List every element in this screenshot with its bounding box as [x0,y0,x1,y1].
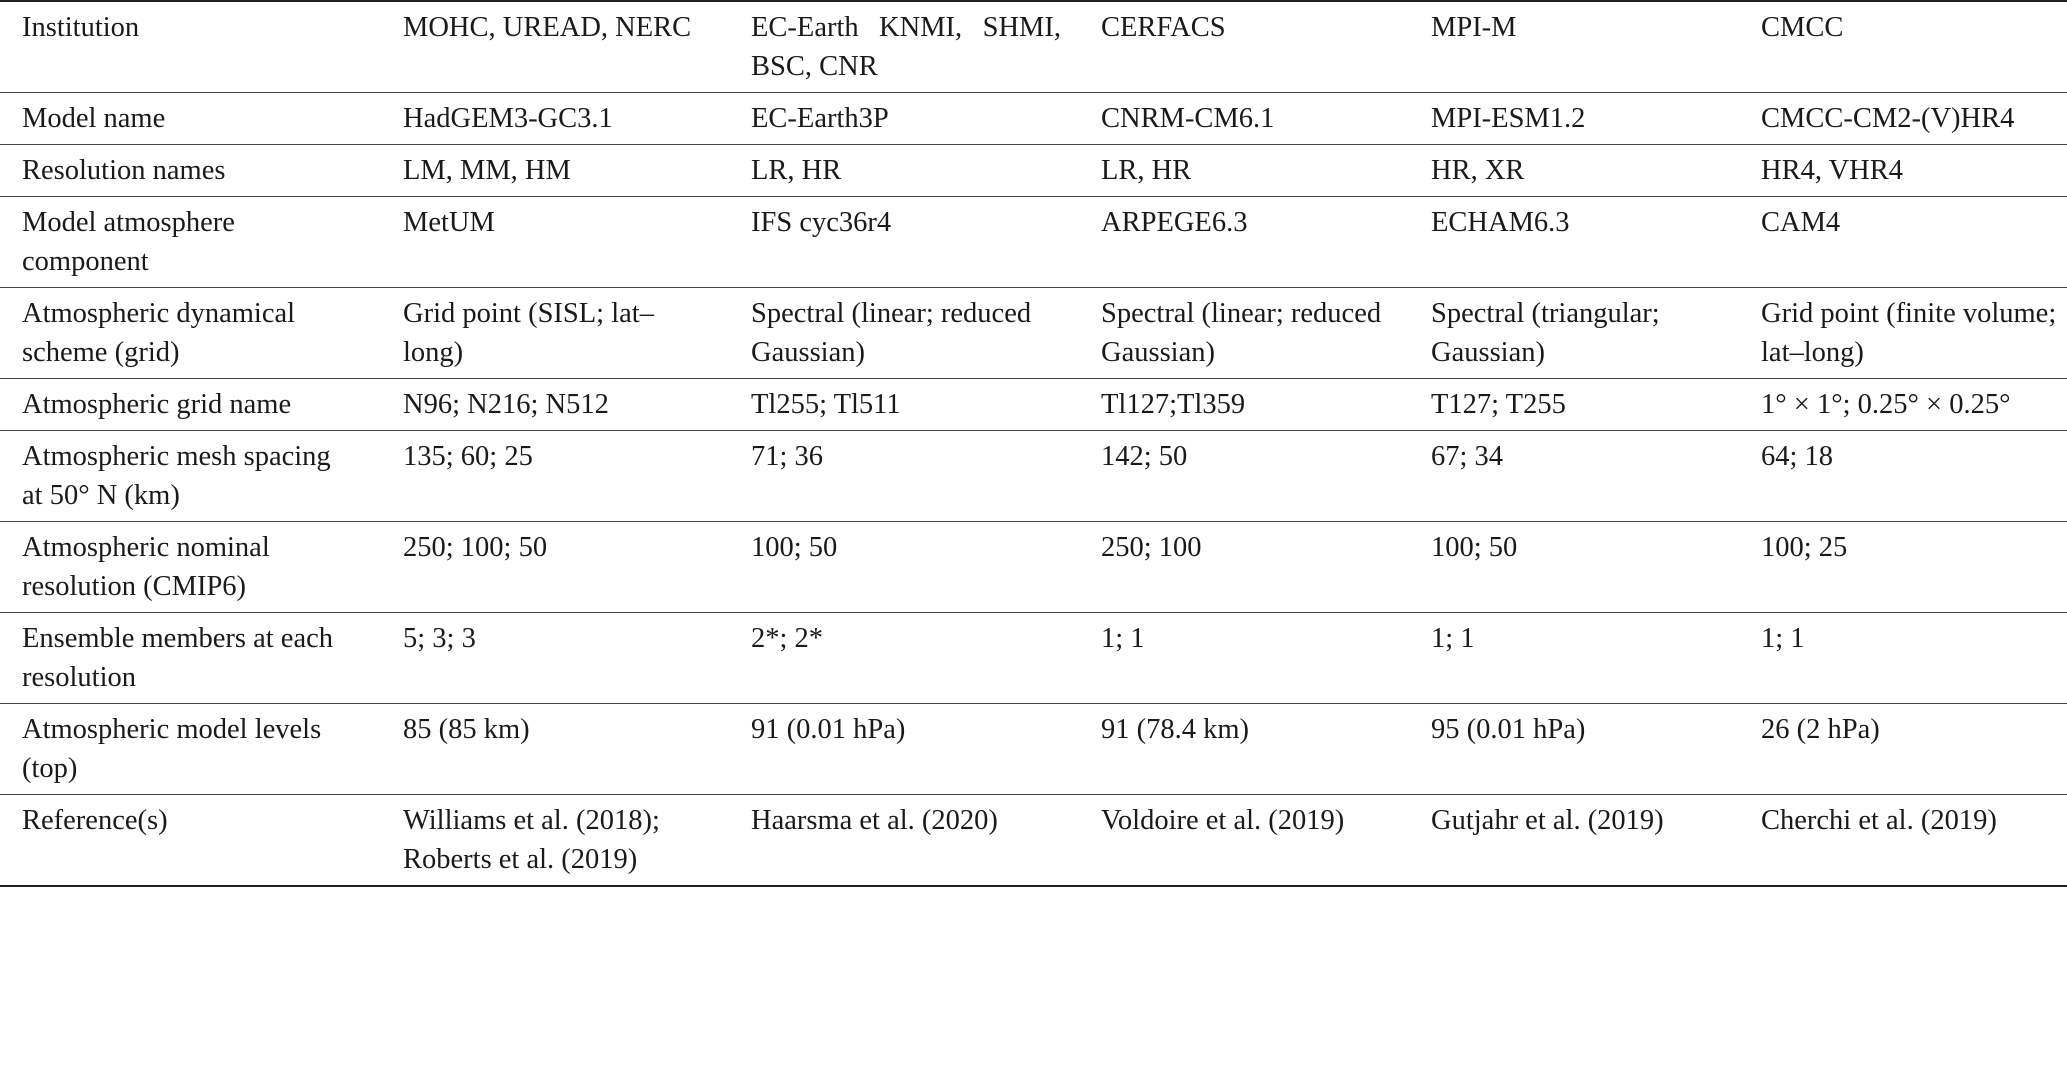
table-row-model-atmosphere-component [0,197,2067,288]
table-cell: 250; 100 [1079,522,1409,613]
table-row-references [0,795,2067,887]
table-cell: 250; 100; 50 [379,522,729,613]
table-row-atmospheric-mesh-spacing [0,431,2067,522]
table-cell: 95 (0.01 hPa) [1409,704,1739,795]
table-cell: MetUM [379,197,729,288]
table-cell: Tl127;Tl359 [1079,379,1409,431]
table-row-resolution-names [0,145,2067,197]
table-row-atmospheric-dynamical-scheme [0,288,2067,379]
table-row-institution [0,1,2067,93]
table-cell: CAM4 [1739,197,2067,288]
table-cell: ARPEGE6.3 [1079,197,1409,288]
table-cell: 1; 1 [1079,613,1409,704]
table-cell: Haarsma et al. (2020) [729,795,1079,887]
table-cell: 64; 18 [1739,431,2067,522]
table-cell: EC-Earth KNMI, SHMI, BSC, CNR [729,1,1079,93]
table-cell: T127; T255 [1409,379,1739,431]
table-cell: 91 (0.01 hPa) [729,704,1079,795]
row-label: Model atmosphere component [0,197,379,288]
table-cell: MPI-ESM1.2 [1409,93,1739,145]
table-cell: HR4, VHR4 [1739,145,2067,197]
table-row-model-name [0,93,2067,145]
table-cell: EC-Earth3P [729,93,1079,145]
table-cell: LM, MM, HM [379,145,729,197]
table-cell: MOHC, UREAD, NERC [379,1,729,93]
table-cell: 5; 3; 3 [379,613,729,704]
table-cell: Grid point (finite volume; lat–long) [1739,288,2067,379]
table-cell: 1; 1 [1409,613,1739,704]
table-cell: 100; 50 [1409,522,1739,613]
table-cell: Spectral (triangular; Gaussian) [1409,288,1739,379]
table-cell: 142; 50 [1079,431,1409,522]
row-label: Atmospheric dynamical scheme (grid) [0,288,379,379]
row-label: Institution [0,1,379,93]
table-cell: Grid point (SISL; lat–long) [379,288,729,379]
table-cell: Spectral (linear; reduced Gaussian) [729,288,1079,379]
table-cell: Cherchi et al. (2019) [1739,795,2067,887]
table-cell: CMCC [1739,1,2067,93]
row-label: Reference(s) [0,795,379,887]
table-cell: 2*; 2* [729,613,1079,704]
table-cell: N96; N216; N512 [379,379,729,431]
table-cell: LR, HR [1079,145,1409,197]
table-row-atmospheric-model-levels [0,704,2067,795]
row-label: Atmospheric model levels (top) [0,704,379,795]
table-cell: 135; 60; 25 [379,431,729,522]
table-cell: CERFACS [1079,1,1409,93]
table-cell: CNRM-CM6.1 [1079,93,1409,145]
row-label: Ensemble members at each resolution [0,613,379,704]
table-cell: LR, HR [729,145,1079,197]
table-cell: 91 (78.4 km) [1079,704,1409,795]
row-label: Atmospheric grid name [0,379,379,431]
row-label: Resolution names [0,145,379,197]
table-cell: 71; 36 [729,431,1079,522]
table-cell: CMCC-CM2-(V)HR4 [1739,93,2067,145]
table-cell: 1; 1 [1739,613,2067,704]
table-body [0,1,2067,886]
table-cell: HadGEM3-GC3.1 [379,93,729,145]
table-cell: Voldoire et al. (2019) [1079,795,1409,887]
table-cell: 1° × 1°; 0.25° × 0.25° [1739,379,2067,431]
table-cell: Spectral (linear; reduced Gaussian) [1079,288,1409,379]
table-cell: IFS cyc36r4 [729,197,1079,288]
table-cell: Tl255; Tl511 [729,379,1079,431]
table-cell: 85 (85 km) [379,704,729,795]
row-label: Atmospheric mesh spacing at 50° N (km) [0,431,379,522]
table-cell: 26 (2 hPa) [1739,704,2067,795]
table-cell: Gutjahr et al. (2019) [1409,795,1739,887]
row-label: Atmospheric nominal resolution (CMIP6) [0,522,379,613]
table-row-ensemble-members [0,613,2067,704]
table-cell: 67; 34 [1409,431,1739,522]
row-label: Model name [0,93,379,145]
table-cell: 100; 50 [729,522,1079,613]
table-cell: 100; 25 [1739,522,2067,613]
table-cell: MPI-M [1409,1,1739,93]
table-cell: Williams et al. (2018); Roberts et al. (2019) [379,795,729,887]
table-cell: HR, XR [1409,145,1739,197]
table-cell: ECHAM6.3 [1409,197,1739,288]
table-row-atmospheric-nominal-resolution [0,522,2067,613]
table-row-atmospheric-grid-name [0,379,2067,431]
